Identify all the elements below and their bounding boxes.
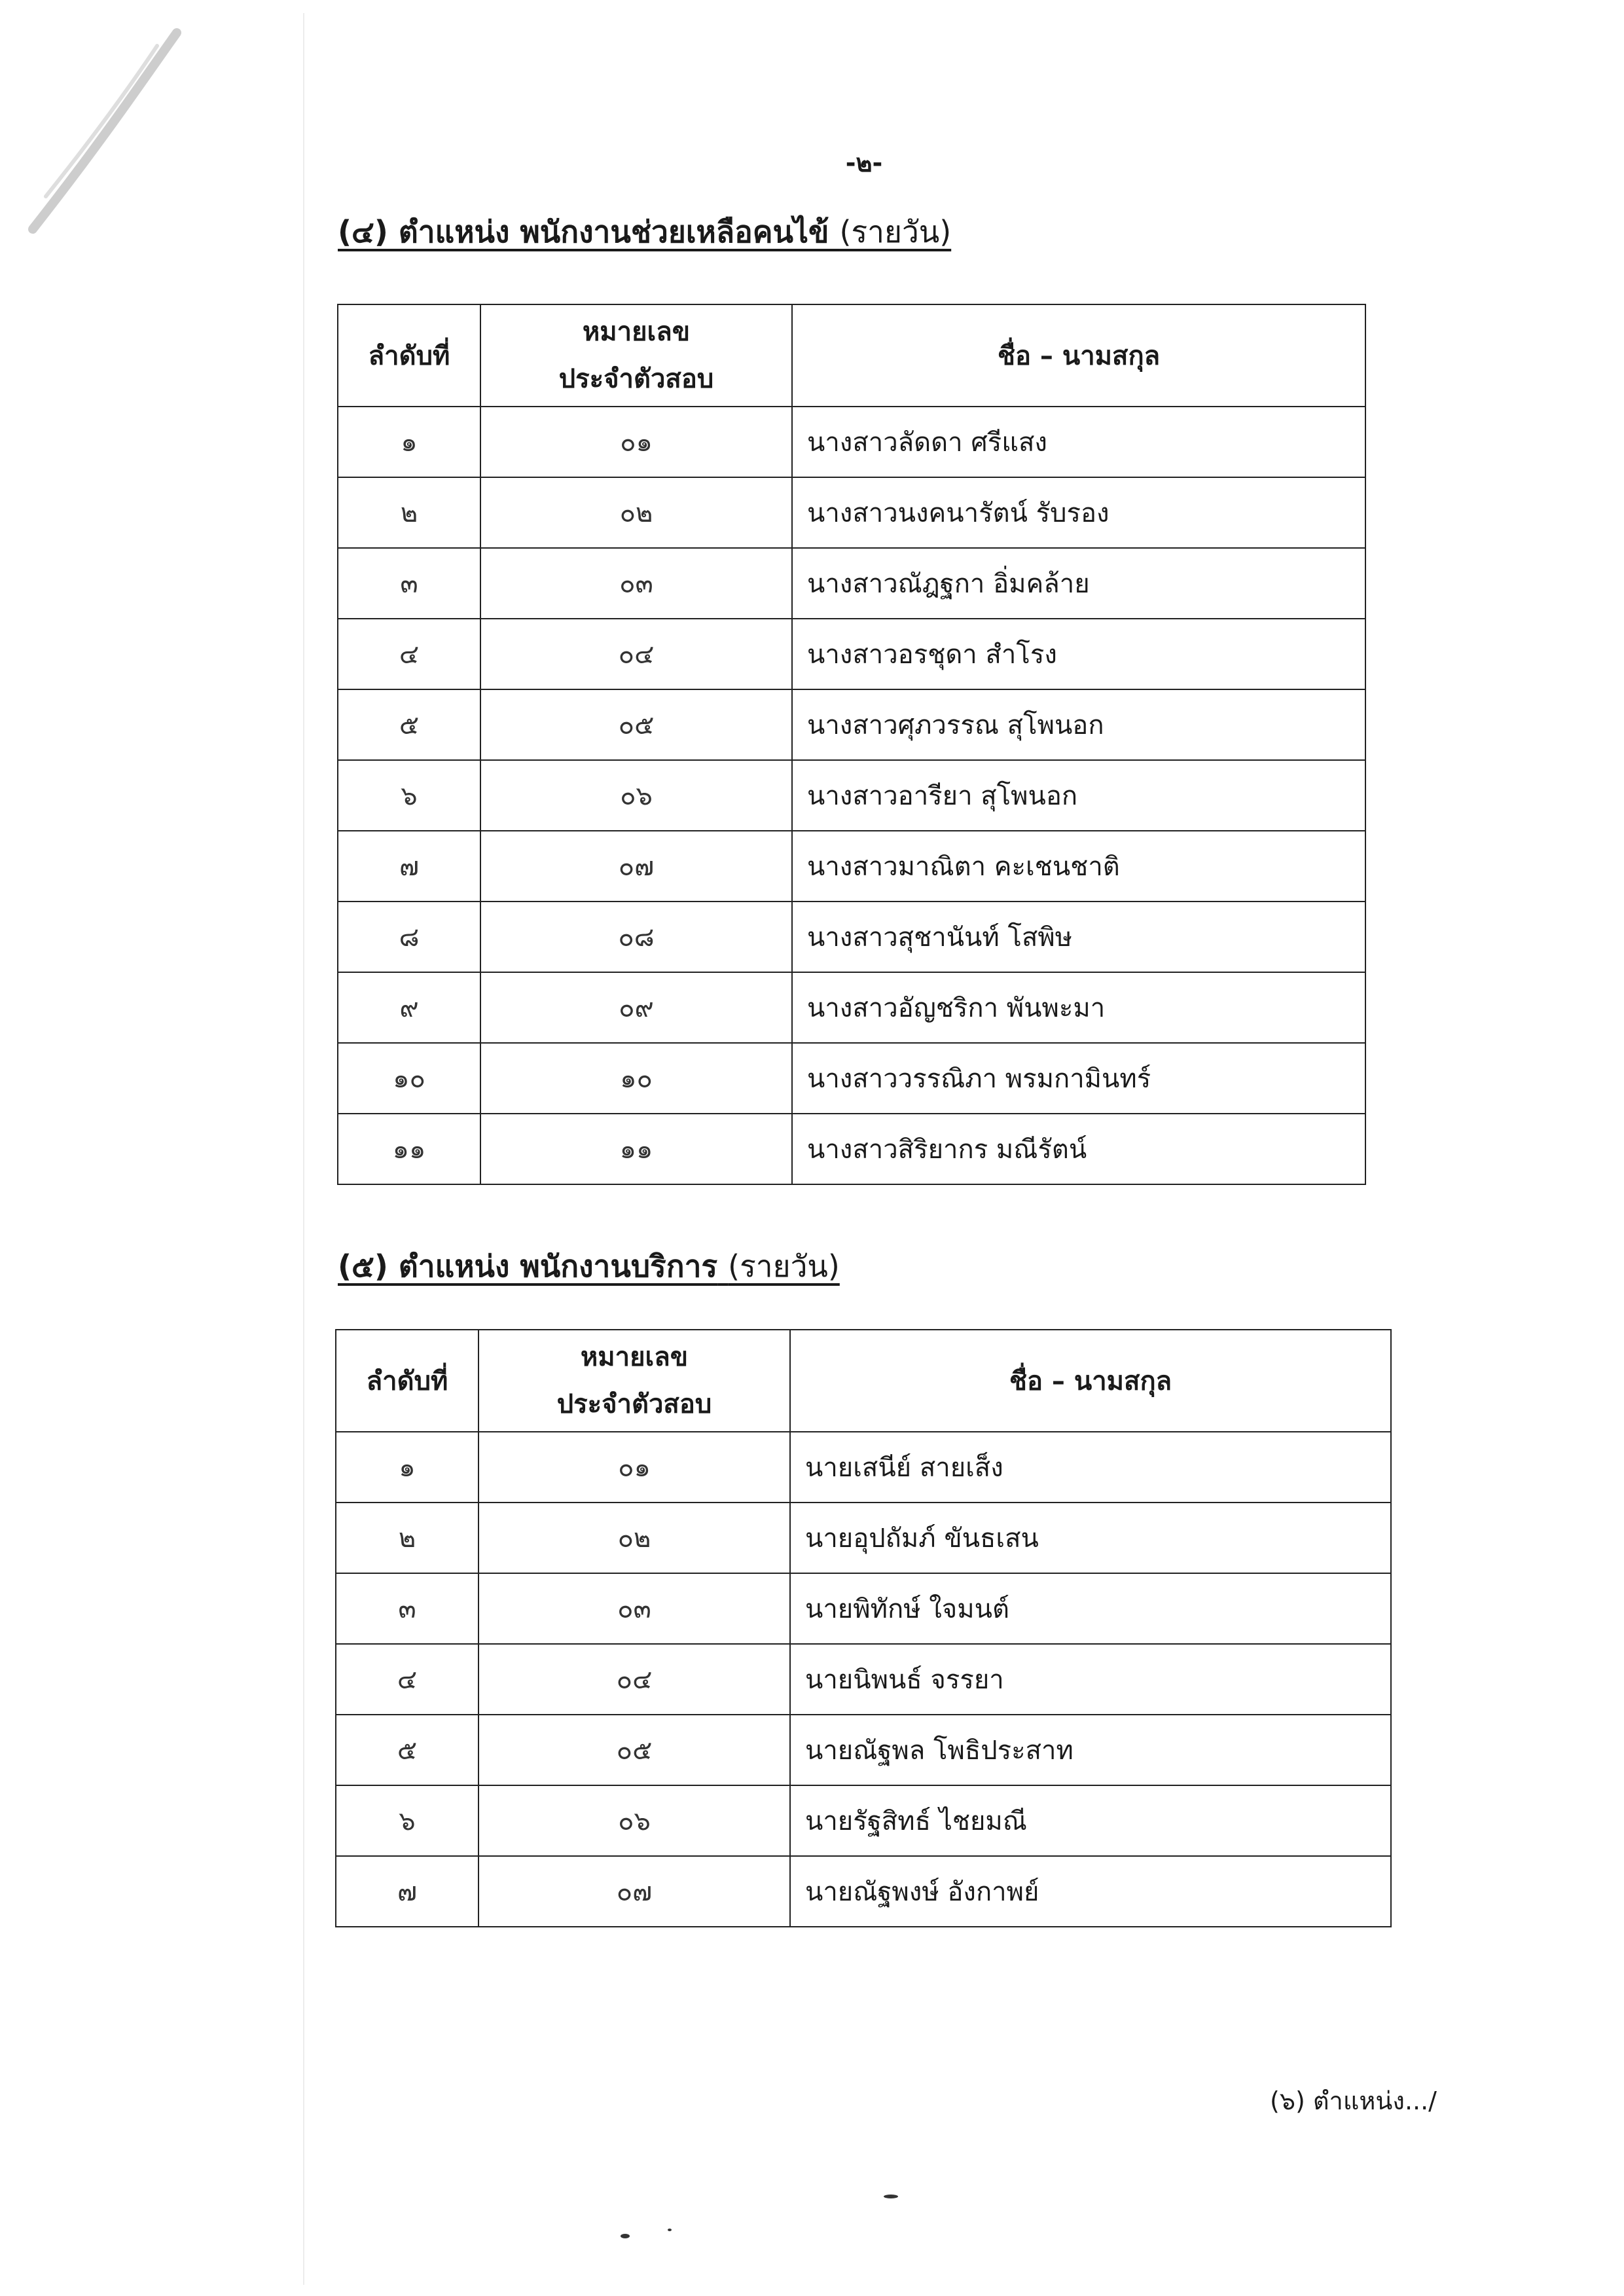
row-full-name: นายอุปถัมภ์ ขันธเสน (790, 1503, 1391, 1573)
table-header-row (338, 304, 1365, 407)
row-order-number: ๘ (338, 902, 480, 972)
row-order-number: ๔ (338, 619, 480, 689)
section-5-heading-main: (๕) ตำแหน่ง พนักงานบริการ (338, 1248, 718, 1284)
scan-speck (621, 2234, 630, 2238)
row-full-name: นายณัฐพล โพธิประสาท (790, 1715, 1391, 1785)
row-full-name: นางสาวอัญชริกา พันพะมา (792, 972, 1365, 1043)
table-row (336, 1432, 1391, 1503)
row-full-name: นางสาวอรชุดา สำโรง (792, 619, 1365, 689)
row-order-number: ๒ (336, 1503, 478, 1573)
row-exam-code: ๐๖ (478, 1785, 790, 1856)
row-full-name: นายนิพนธ์ จรรยา (790, 1644, 1391, 1715)
row-order-number: ๓ (338, 548, 480, 619)
table-row (336, 1573, 1391, 1644)
row-full-name: นายเสนีย์ สายเส็ง (790, 1432, 1391, 1503)
scan-speck (884, 2195, 898, 2198)
scan-fold-line (303, 13, 304, 2285)
row-exam-code: ๐๗ (478, 1856, 790, 1927)
table-row (336, 1785, 1391, 1856)
row-full-name: นางสาวสิริยากร มณีรัตน์ (792, 1114, 1365, 1184)
header-exam-code (480, 304, 792, 407)
row-order-number: ๗ (336, 1856, 478, 1927)
row-exam-code: ๐๕ (480, 689, 792, 760)
section-4-roster-table (337, 304, 1366, 1185)
scan-speck (668, 2229, 672, 2231)
row-full-name: นายณัฐพงษ์ อังกาพย์ (790, 1856, 1391, 1927)
row-order-number: ๖ (336, 1785, 478, 1856)
header-exam-code-line2: ประจำตัวสอบ (558, 364, 714, 394)
table-row (336, 1715, 1391, 1785)
row-full-name: นายพิทักษ์ ใจมนต์ (790, 1573, 1391, 1644)
table-row (338, 407, 1365, 477)
row-order-number: ๔ (336, 1644, 478, 1715)
row-order-number: ๖ (338, 760, 480, 831)
table-row (338, 760, 1365, 831)
row-order-number: ๓ (336, 1573, 478, 1644)
table-row (338, 1114, 1365, 1184)
header-full-name: ชื่อ – นามสกุล (790, 1330, 1391, 1432)
row-order-number: ๗ (338, 831, 480, 902)
row-full-name: นางสาวอารียา สุโพนอก (792, 760, 1365, 831)
row-full-name: นางสาวนงคนารัตน์ รับรอง (792, 477, 1365, 548)
header-exam-code-line2: ประจำตัวสอบ (556, 1389, 712, 1419)
section-4-heading-main: (๔) ตำแหน่ง พนักงานช่วยเหลือคนไข้ (338, 214, 829, 249)
table-row (336, 1856, 1391, 1927)
row-exam-code: ๐๑ (478, 1432, 790, 1503)
table-row (338, 902, 1365, 972)
row-exam-code: ๐๓ (478, 1573, 790, 1644)
row-exam-code: ๐๔ (480, 619, 792, 689)
table-row (338, 689, 1365, 760)
row-order-number: ๑๑ (338, 1114, 480, 1184)
table-row (338, 831, 1365, 902)
row-full-name: นางสาวณัฎฐกา อิ่มคล้าย (792, 548, 1365, 619)
table-row (338, 477, 1365, 548)
table-header-row (336, 1330, 1391, 1432)
row-order-number: ๕ (336, 1715, 478, 1785)
row-full-name: นางสาวศุภวรรณ สุโพนอก (792, 689, 1365, 760)
header-full-name: ชื่อ – นามสกุล (792, 304, 1365, 407)
row-exam-code: ๑๑ (480, 1114, 792, 1184)
section-5-roster-table (335, 1329, 1392, 1927)
row-order-number: ๑ (338, 407, 480, 477)
table-row (338, 1043, 1365, 1114)
table-row (338, 619, 1365, 689)
table-row (336, 1644, 1391, 1715)
row-exam-code: ๐๖ (480, 760, 792, 831)
row-order-number: ๙ (338, 972, 480, 1043)
row-exam-code: ๐๑ (480, 407, 792, 477)
row-exam-code: ๐๗ (480, 831, 792, 902)
section-5-heading (338, 1243, 840, 1290)
section-4-heading (338, 208, 951, 256)
row-exam-code: ๑๐ (480, 1043, 792, 1114)
header-exam-code-line1: หมายเลข (582, 317, 691, 347)
continuation-note: (๖) ตำแหน่ง.../ (1270, 2086, 1437, 2115)
row-exam-code: ๐๓ (480, 548, 792, 619)
row-full-name: นายรัฐสิทธ์ ไชยมณี (790, 1785, 1391, 1856)
scan-smudge-mark (26, 26, 183, 236)
header-order: ลำดับที่ (338, 304, 480, 407)
row-exam-code: ๐๔ (478, 1644, 790, 1715)
row-exam-code: ๐๒ (478, 1503, 790, 1573)
row-exam-code: ๐๙ (480, 972, 792, 1043)
row-exam-code: ๐๘ (480, 902, 792, 972)
row-exam-code: ๐๒ (480, 477, 792, 548)
table-row (338, 548, 1365, 619)
row-full-name: นางสาวสุชานันท์ โสพิษ (792, 902, 1365, 972)
row-exam-code: ๐๕ (478, 1715, 790, 1785)
row-order-number: ๑๐ (338, 1043, 480, 1114)
header-exam-code-line1: หมายเลข (580, 1342, 689, 1372)
header-exam-code (478, 1330, 790, 1432)
row-full-name: นางสาววรรณิภา พรมกามินทร์ (792, 1043, 1365, 1114)
table-row (336, 1503, 1391, 1573)
row-full-name: นางสาวมาณิตา คะเชนชาติ (792, 831, 1365, 902)
section-5-heading-suffix: (รายวัน) (728, 1248, 840, 1284)
header-order: ลำดับที่ (336, 1330, 478, 1432)
page-number: -๒- (845, 149, 883, 177)
row-order-number: ๑ (336, 1432, 478, 1503)
table-row (338, 972, 1365, 1043)
section-4-heading-suffix: (รายวัน) (839, 214, 952, 249)
row-order-number: ๒ (338, 477, 480, 548)
row-full-name: นางสาวลัดดา ศรีแสง (792, 407, 1365, 477)
row-order-number: ๕ (338, 689, 480, 760)
